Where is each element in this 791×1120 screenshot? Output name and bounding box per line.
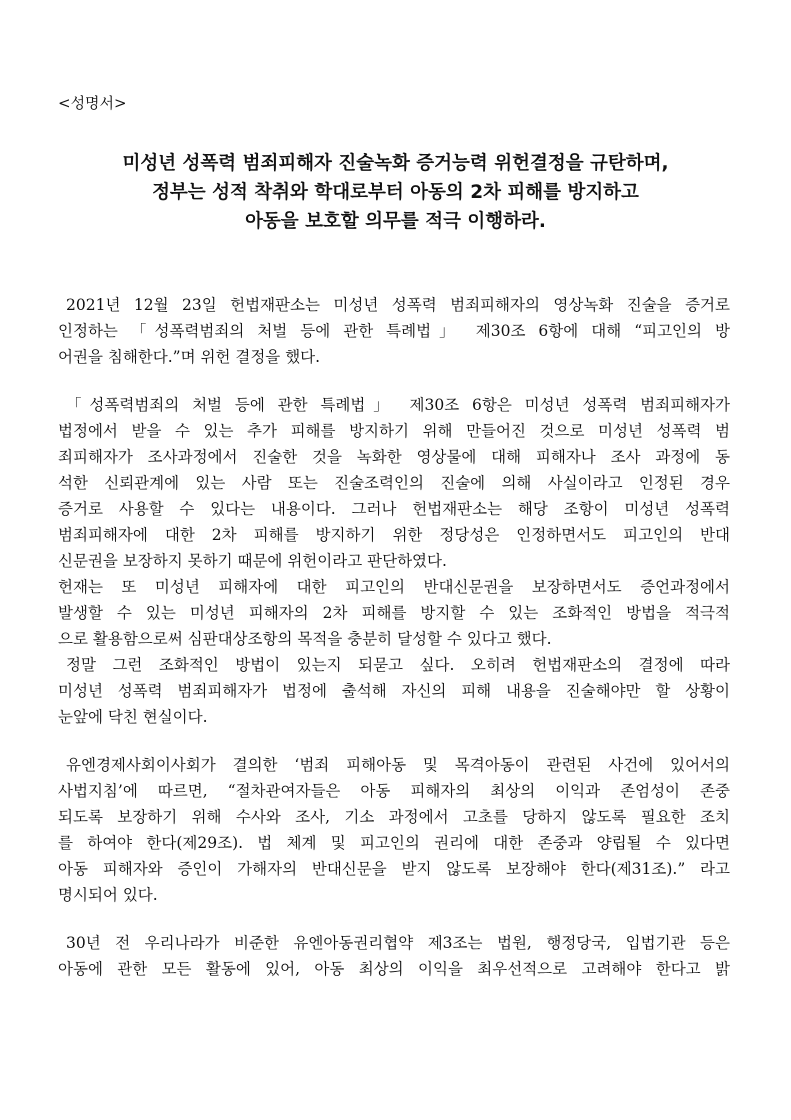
text-line: 헌재는 또 미성년 피해자에 대한 피고인의 반대신문권을 보장하면서도 증언과정에서 [58, 578, 730, 596]
text-line: 사법지침’에 따르면, “절차관여자들은 아동 피해자의 최상의 이익과 존엄성이 존중 [58, 782, 730, 800]
text-line: 를 하여야 한다(제29조). 법 체계 및 피고인의 권리에 대한 존중과 양립될 수 있다면 [58, 834, 730, 852]
paragraph-2 [58, 392, 730, 730]
document-type-label: <성명서> [58, 94, 127, 112]
text-line: 「성폭력범죄의 처벌 등에 관한 특례법」 제30조 6항은 미성년 성폭력 범죄피해자가 [66, 396, 730, 414]
statement-body [58, 292, 730, 1004]
text-line: 30년 전 우리나라가 비준한 유엔아동권리협약 제3조는 법원, 행정당국, 입법기관 등은 [66, 934, 730, 952]
text-line: 되도록 보장하기 위해 수사와 조사, 기소 과정에서 고초를 당하지 않도록 필요한 조치 [58, 808, 730, 826]
paragraph-4 [58, 930, 730, 982]
title-line: 정부는 성적 착취와 학대로부터 아동의 2차 피해를 방지하고 [152, 182, 639, 203]
statement-title [30, 149, 761, 236]
text-line: 범죄피해자에 대한 2차 피해를 방지하기 위한 정당성은 인정하면서도 피고인의 반대 [58, 526, 730, 544]
text-line: 아동에 관한 모든 활동에 있어, 아동 최상의 이익을 최우선적으로 고려해야 한다고 밝 [58, 960, 730, 978]
text-line: 눈앞에 닥친 현실이다. [58, 708, 208, 726]
paragraph-1 [58, 292, 730, 370]
text-line: 발생할 수 있는 미성년 피해자의 2차 피해를 방지할 수 있는 조화적인 방법을 적극적 [58, 604, 730, 622]
text-line: 아동 피해자와 증인이 가해자의 반대신문을 받지 않도록 보장해야 한다(제31조).” 라고 [58, 860, 730, 878]
text-line: 미성년 성폭력 범죄피해자가 법정에 출석해 자신의 피해 내용을 진술해야만 할 상황이 [58, 682, 730, 700]
text-line: 으로 활용함으로써 심판대상조항의 목적을 충분히 달성할 수 있다고 했다. [58, 630, 552, 648]
title-line: 아동을 보호할 의무를 적극 이행하라. [245, 211, 546, 232]
text-line: 명시되어 있다. [58, 886, 158, 904]
text-line: 죄피해자가 조사과정에서 진술한 것을 녹화한 영상물에 대해 피해자나 조사 과정에 동 [58, 448, 730, 466]
text-line: 2021년 12월 23일 헌법재판소는 미성년 성폭력 범죄피해자의 영상녹화 진술을 증거로 [66, 296, 730, 314]
text-line: 정말 그런 조화적인 방법이 있는지 되묻고 싶다. 오히려 헌법재판소의 결정에 따라 [66, 656, 730, 674]
text-line: 어권을 침해한다.”며 위헌 결정을 했다. [58, 348, 321, 366]
text-line: 유엔경제사회이사회가 결의한 ‘범죄 피해아동 및 목격아동이 관련된 사건에 있어서의 [66, 756, 730, 774]
title-line: 미성년 성폭력 범죄피해자 진술녹화 증거능력 위헌결정을 규탄하며, [122, 153, 669, 174]
text-line: 법정에서 받을 수 있는 추가 피해를 방지하기 위해 만들어진 것으로 미성년 성폭력 범 [58, 422, 730, 440]
text-line: 인정하는 「성폭력범죄의 처벌 등에 관한 특례법」 제30조 6항에 대해 “피고인의 방 [58, 322, 730, 340]
text-line: 신문권을 보장하지 못하기 때문에 위헌이라고 판단하였다. [58, 552, 447, 570]
text-line: 증거로 사용할 수 있다는 내용이다. 그러나 헌법재판소는 해당 조항이 미성년 성폭력 [58, 500, 730, 518]
paragraph-3 [58, 752, 730, 908]
text-line: 석한 신뢰관계에 있는 사람 또는 진술조력인의 진술에 의해 사실이라고 인정된 경우 [58, 474, 730, 492]
